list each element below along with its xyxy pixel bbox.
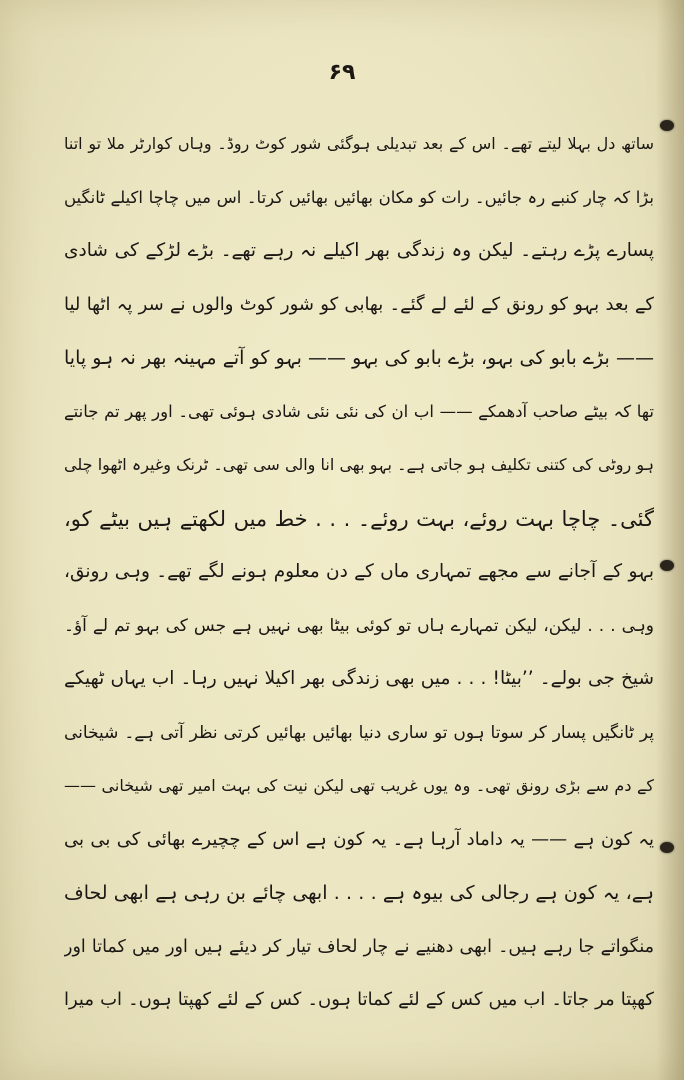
text-line: بڑا کہ چار کنبے رہ جائیں۔ رات کو مکان بھائیں بھائیں کرتا۔ اس میں چاچا اکیلے ٹانگیں bbox=[64, 187, 654, 207]
text-line: پسارے پڑے رہتے۔ لیکن وہ زندگی بھر اکیلے نہ رہے تھے۔ بڑے لڑکے کی شادی bbox=[64, 240, 654, 261]
text-line: گئی۔ چاچا بہت روئے، بہت روئے۔ . . . خط میں لکھتے ہیں بیٹے کو، bbox=[64, 506, 654, 531]
page-number: ۶۹ bbox=[328, 60, 356, 85]
text-line: یہ کون ہے —— یہ داماد آرہا ہے۔ یہ کون ہے اس کے چچیرے بھائی کی بی بی bbox=[64, 828, 654, 850]
text-line: ہے، یہ کون ہے رجالی کی بیوہ ہے . . . . ابھی چائے بن رہی ہے ابھی لحاف bbox=[64, 882, 654, 904]
text-line: شیخ جی بولے۔ ’’بیٹا! . . . میں بھی زندگی بھر اکیلا نہیں رہا۔ اب یہاں ٹھیکے bbox=[64, 668, 654, 689]
text-line: منگواتے جا رہے ہیں۔ ابھی دھنیے نے چار لحاف تیار کر دیئے ہیں اور میں کماتا اور bbox=[64, 936, 654, 957]
page-edge-shadow bbox=[656, 0, 684, 1080]
body-text bbox=[64, 122, 654, 1032]
text-line: —— بڑے بابو کی بہو، بڑے بابو کی بہو —— بہو کو آتے مہینہ بھر نہ ہو پایا bbox=[64, 347, 654, 369]
text-line: کھپتا مر جاتا۔ اب میں کس کے لئے کماتا ہوں۔ کس کے لئے کھپتا ہوں۔ اب میرا bbox=[64, 989, 654, 1010]
text-line: تھا کہ بیٹے صاحب آدھمکے —— اب ان کی نئی نئی شادی ہوئی تھی۔ اور پھر تم جانتے bbox=[64, 401, 654, 421]
text-line: ساتھ دل بہلا لیتے تھے۔ اس کے بعد تبدیلی ہوگئی شور کوٹ روڈ۔ وہاں کوارٹر ملا تو اتنا bbox=[64, 134, 654, 153]
binding-hole bbox=[660, 842, 674, 853]
text-line: ہو روٹی کی کتنی تکلیف ہو جاتی ہے۔ بہو بھی انا والی سی تھی۔ ٹرنک وغیرہ اٹھوا چلی bbox=[64, 455, 654, 474]
text-line: کے دم سے بڑی رونق تھی۔ وہ یوں غریب تھی لیکن نیت کی بہت امیر تھی شیخانی —— bbox=[64, 776, 654, 795]
text-line: پر ٹانگیں پسار کر سوتا ہوں تو ساری دنیا بھائیں بھائیں کرتی نظر آتی ہے۔ شیخانی bbox=[64, 722, 654, 743]
binding-hole bbox=[660, 120, 674, 131]
text-line: کے بعد بہو کو رونق کے لئے لے گئے۔ بھابی کو شور کوٹ والوں نے سر پہ اٹھا لیا bbox=[64, 293, 654, 315]
binding-hole bbox=[660, 560, 674, 571]
text-line: بہو کے آجانے سے مجھے تمہاری ماں کے دن معلوم ہونے لگے تھے۔ وہی رونق، bbox=[64, 561, 654, 582]
text-line: وہی . . . لیکن، لیکن تمہارے ہاں تو کوئی بیٹا بھی نہیں ہے جس کی بہو تم لے آؤ۔ bbox=[64, 615, 654, 636]
